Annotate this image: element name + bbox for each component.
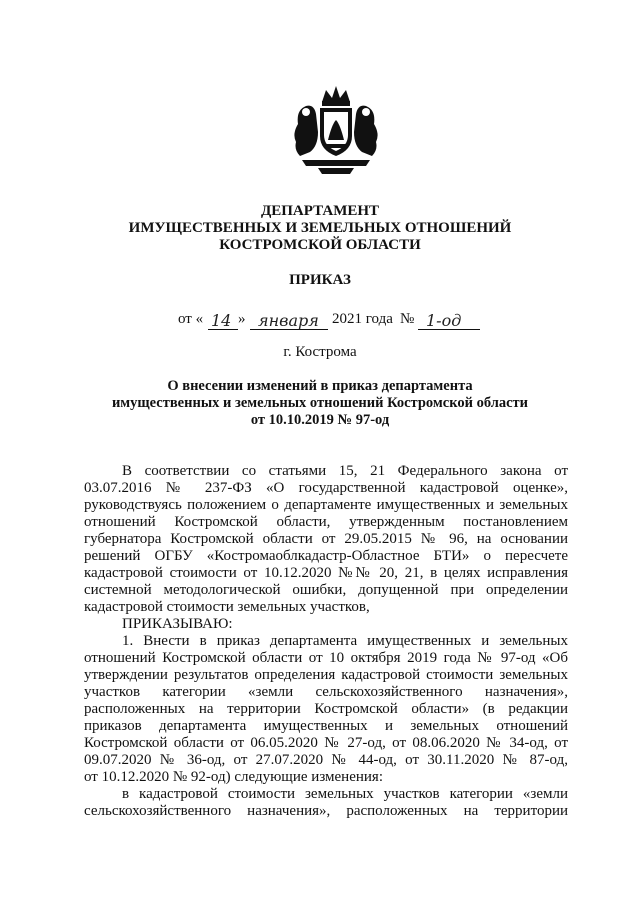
body-line-order-verb: ПРИКАЗЫВАЮ: xyxy=(122,616,233,632)
date-month: января xyxy=(258,311,319,330)
body-line: отношений Костромской области, утвержденным постановлением xyxy=(84,514,568,530)
body-line: 1. Внести в приказ департамента имущественных и земельных xyxy=(122,633,568,649)
body-line: кадастровой стоимости от 10.12.2020 №№ 20, 21, в целях исправления xyxy=(84,565,568,581)
coat-of-arms-icon xyxy=(288,84,384,178)
body-line: Костромской области от 06.05.2020 № 27-од, от 08.06.2020 № 34-од, от xyxy=(84,735,568,751)
body-line: от 10.12.2020 № 92-од) следующие изменения: xyxy=(84,769,383,785)
body-line: решений ОГБУ «Костромаоблкадастр-Областное БТИ» о пересчете xyxy=(84,548,568,564)
department-name-line-1: ДЕПАРТАМЕНТ xyxy=(260,203,380,219)
body-line: системной методологической ошибки, допущенной при определении xyxy=(84,582,568,598)
body-line: утверждении результатов определения кадастровой стоимости земельных xyxy=(84,667,568,683)
subject-line-3: от 10.10.2019 № 97-од xyxy=(250,412,390,428)
department-name-line-2: ИМУЩЕСТВЕННЫХ И ЗЕМЕЛЬНЫХ ОТНОШЕНИЙ xyxy=(128,220,512,236)
subject-line-2: имущественных и земельных отношений Костромской области xyxy=(111,395,529,411)
order-date-line xyxy=(178,305,508,333)
order-title: ПРИКАЗ xyxy=(289,272,351,288)
body-line: участков категории «земли сельскохозяйственного назначения», xyxy=(84,684,568,700)
body-line: В соответствии со статьями 15, 21 Федерального закона от xyxy=(122,463,568,479)
body-line: руководствуясь положением о департаменте имущественных и земельных xyxy=(84,497,568,513)
city: г. Кострома xyxy=(283,344,357,360)
body-line: губернатора Костромской области от 29.05.2015 № 96, на основании xyxy=(84,531,568,547)
order-number-sign: № xyxy=(400,311,415,327)
body-line: приказов департамента имущественных и земельных отношений xyxy=(84,718,568,734)
body-line: расположенных на территории Костромской области» (в редакции xyxy=(84,701,568,717)
date-close-quote: » xyxy=(238,311,246,327)
body-line: 09.07.2020 № 36-од, от 27.07.2020 № 44-од, от 30.11.2020 № 87-од, xyxy=(84,752,568,768)
date-day: 14 xyxy=(211,311,232,330)
date-year: 2021 года xyxy=(332,311,393,327)
body-line: 03.07.2016 № 237-ФЗ «О государственной кадастровой оценке», xyxy=(84,480,568,496)
body-line: сельскохозяйственного назначения», расположенных на территории xyxy=(84,803,568,819)
body-line: кадастровой стоимости земельных участков, xyxy=(84,599,370,615)
body-line: отношений Костромской области от 10 октября 2019 года № 97-од «Об xyxy=(84,650,568,666)
order-number: 1-од xyxy=(426,311,462,330)
subject-line-1: О внесении изменений в приказ департамента xyxy=(167,378,473,394)
body-line: в кадастровой стоимости земельных участков категории «земли xyxy=(122,786,568,802)
date-prefix: от « xyxy=(178,311,204,327)
department-name-line-3: КОСТРОМСКОЙ ОБЛАСТИ xyxy=(219,237,421,253)
